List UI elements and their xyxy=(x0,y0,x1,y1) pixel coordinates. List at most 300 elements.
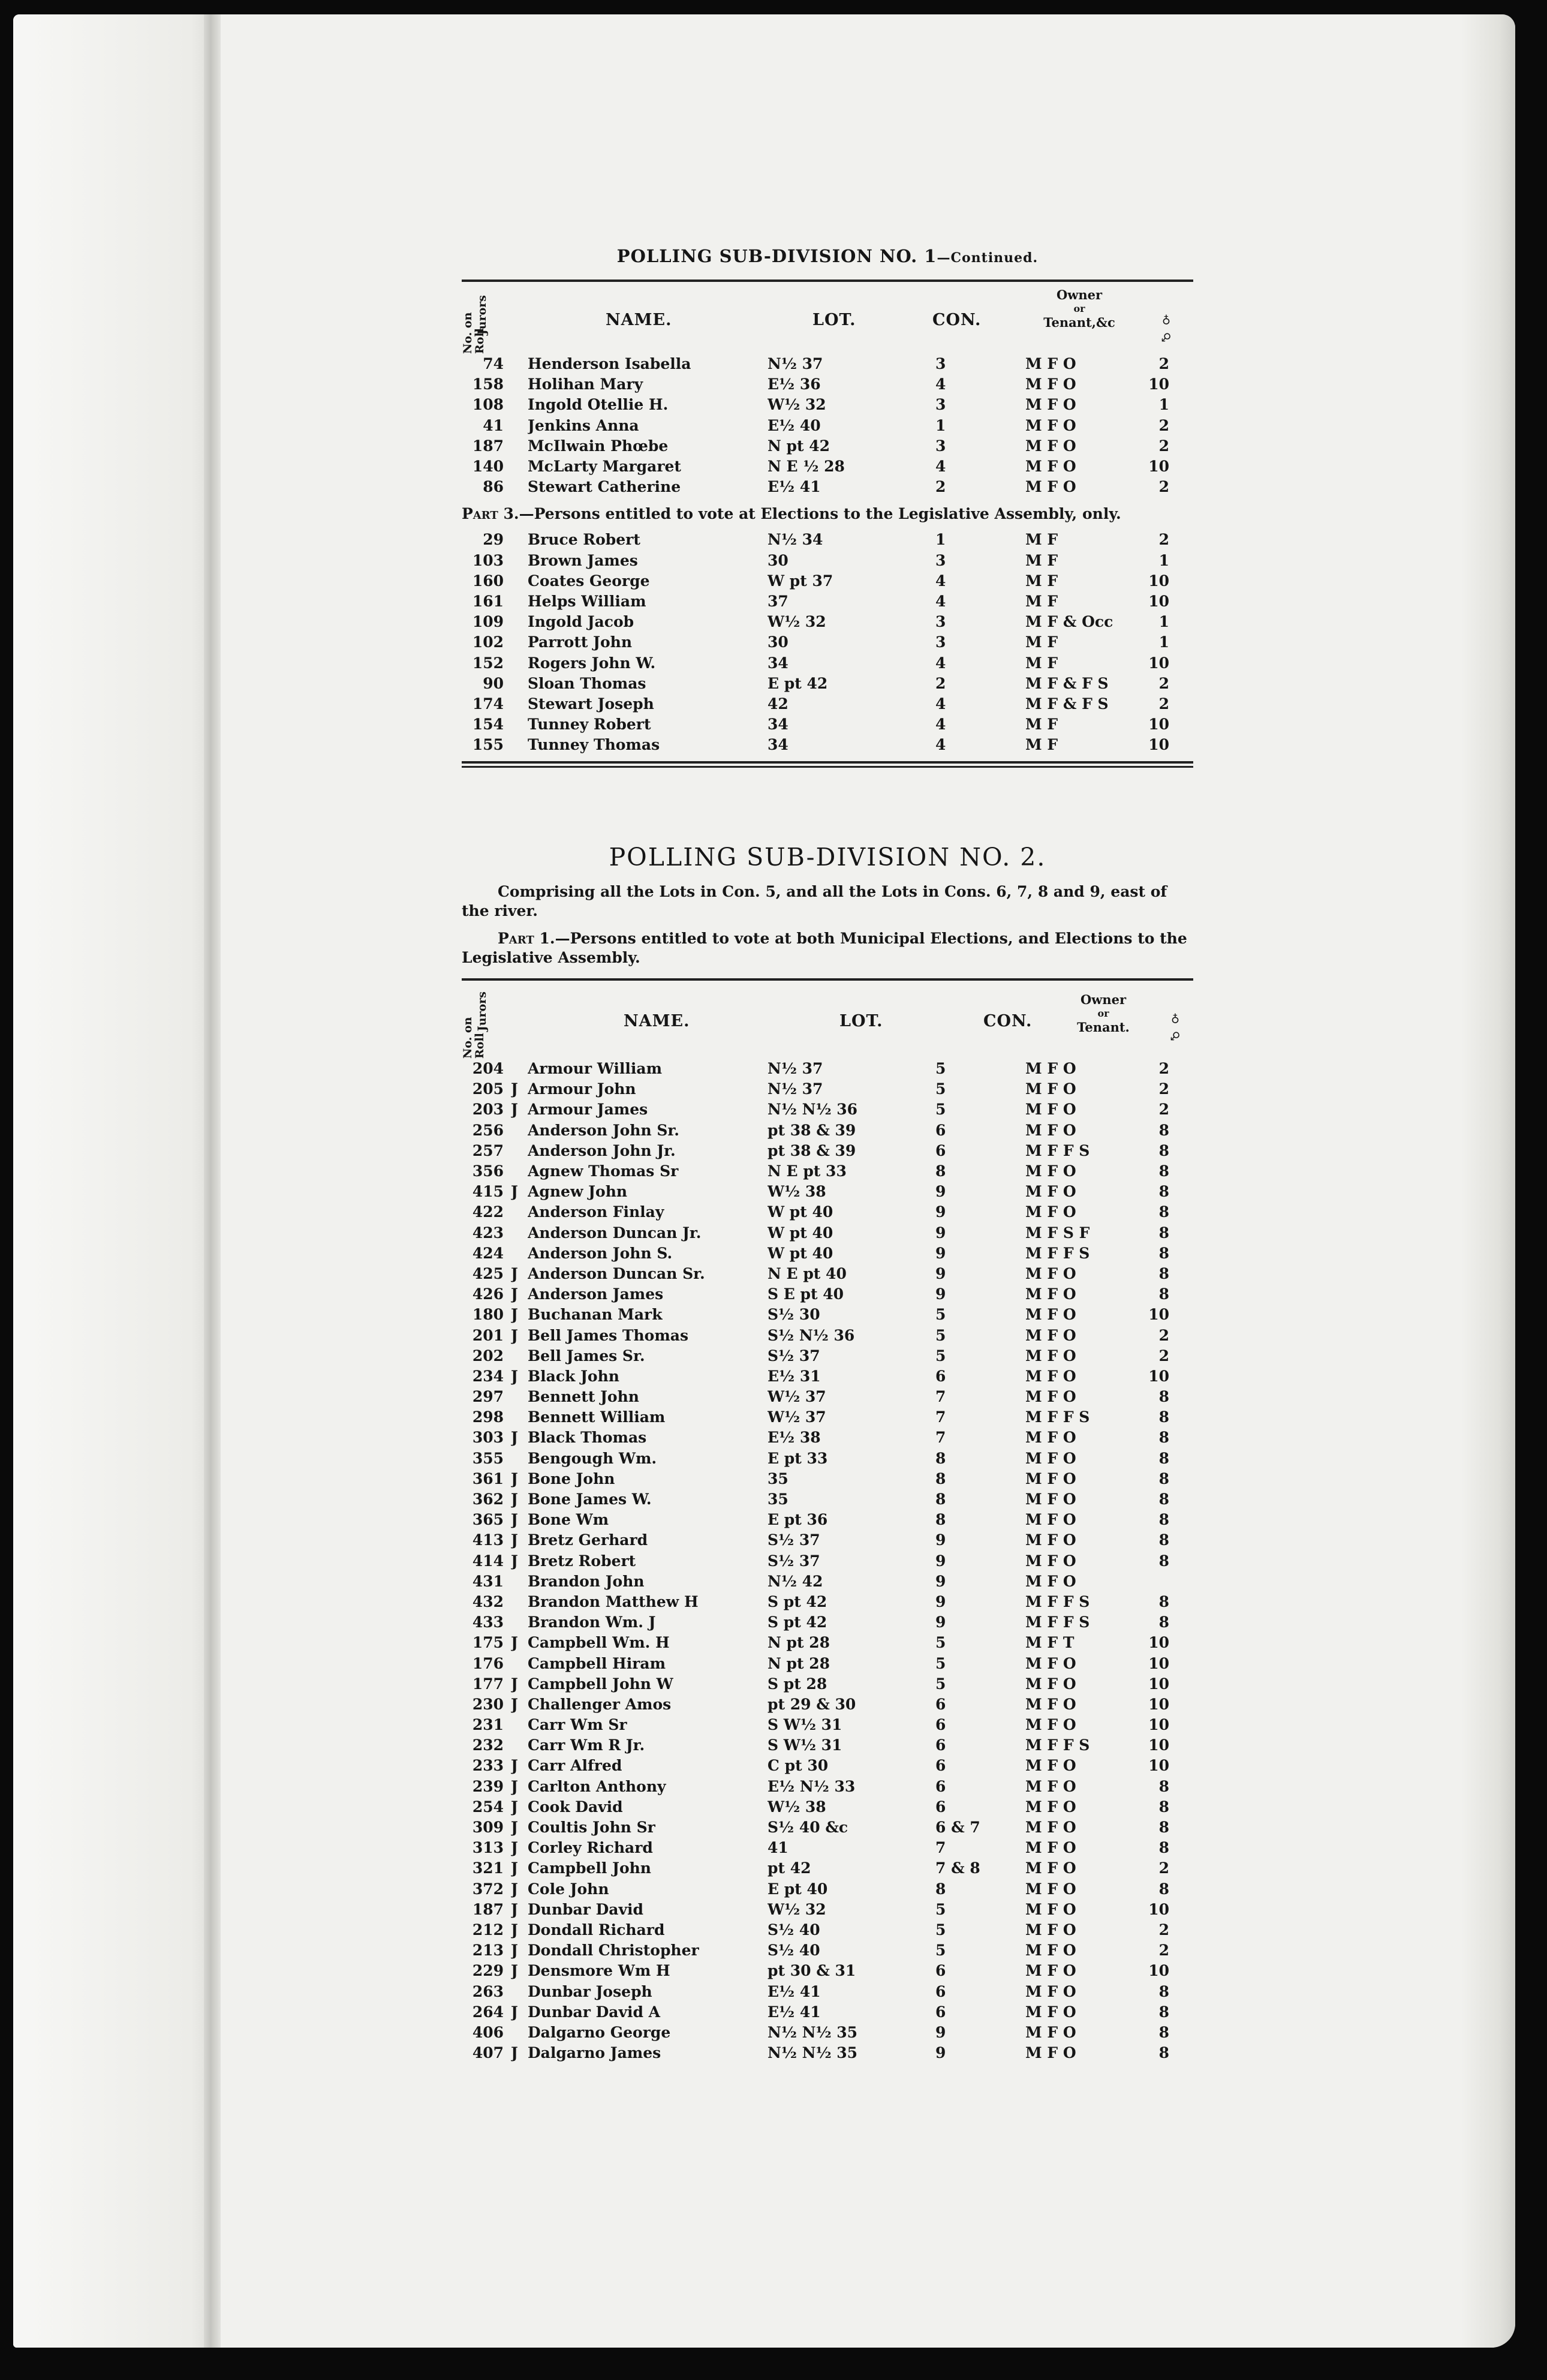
table-row xyxy=(462,2023,1169,2043)
concession-number: 5 xyxy=(935,1634,946,1652)
roll-number: 431 xyxy=(472,1572,504,1590)
table-row xyxy=(462,1449,1169,1469)
roll-number: 234 xyxy=(472,1367,504,1385)
concession-number: 8 xyxy=(935,1449,946,1467)
concession-number: 9 xyxy=(935,1224,946,1242)
lot-number: W½ 32 xyxy=(768,613,826,631)
roll-number: 303 xyxy=(472,1429,504,1447)
concession-number: 3 xyxy=(935,396,946,414)
voter-name: Stewart Catherine xyxy=(528,478,681,496)
page-fold-crease xyxy=(204,14,221,2348)
voter-name: Bengough Wm. xyxy=(528,1449,657,1467)
juror-mark: J xyxy=(511,1675,518,1693)
count-value: 1 xyxy=(1158,551,1169,569)
tenure-code: M F O xyxy=(1025,1962,1076,1980)
roll-number: 415 xyxy=(472,1183,504,1201)
roll-number: 180 xyxy=(472,1306,504,1324)
count-value: 8 xyxy=(1158,1162,1169,1180)
table-row xyxy=(462,1346,1169,1366)
juror-mark xyxy=(511,1141,528,1161)
concession-number: 2 xyxy=(935,478,946,496)
count-value: 8 xyxy=(1158,2003,1169,2021)
lot-number: W pt 40 xyxy=(768,1224,833,1242)
voter-name: Carr Wm Sr xyxy=(528,1716,627,1734)
lot-number: N½ N½ 36 xyxy=(768,1101,858,1119)
concession-number: 5 xyxy=(935,1347,946,1365)
tenure-code: M F F S xyxy=(1025,1613,1090,1631)
table-row xyxy=(462,1777,1169,1797)
roll-number: 177 xyxy=(472,1675,504,1693)
voter-name: Densmore Wm H xyxy=(528,1962,670,1980)
voter-name: Sloan Thomas xyxy=(528,674,646,692)
concession-number: 9 xyxy=(935,2023,946,2041)
concession-number: 5 xyxy=(935,1900,946,1918)
section-2 xyxy=(462,843,1193,2063)
juror-mark: J xyxy=(511,1080,518,1098)
count-value: 2 xyxy=(1158,695,1169,713)
table-row xyxy=(462,1387,1169,1407)
lot-number: E½ 40 xyxy=(768,416,821,434)
tenure-code: M F O xyxy=(1025,1470,1076,1488)
concession-number: 4 xyxy=(935,695,946,713)
juror-mark xyxy=(511,530,528,550)
table-row xyxy=(462,653,1169,673)
roll-number: 263 xyxy=(472,1982,504,2000)
tenure-code: M F O xyxy=(1025,1203,1076,1221)
table-row xyxy=(462,1756,1169,1776)
table-row xyxy=(462,1633,1169,1653)
count-value xyxy=(1139,1571,1169,1592)
juror-mark: J xyxy=(511,1367,518,1385)
voter-name: Tunney Robert xyxy=(528,716,651,734)
concession-number: 3 xyxy=(935,613,946,631)
lot-number: 42 xyxy=(768,695,788,713)
roll-number: 257 xyxy=(472,1141,504,1159)
voter-name: Ingold Otellie H. xyxy=(528,396,669,414)
juror-mark: J xyxy=(511,1962,518,1980)
lot-number: S½ 37 xyxy=(768,1552,820,1570)
col-sex-header: ♂ ♀ xyxy=(1169,1012,1182,1042)
roll-number: 424 xyxy=(472,1244,504,1262)
count-value: 8 xyxy=(1158,1141,1169,1159)
concession-number: 9 xyxy=(935,1552,946,1570)
lot-number: S W½ 31 xyxy=(768,1736,842,1754)
concession-number: 4 xyxy=(935,736,946,754)
table-row xyxy=(462,1571,1169,1592)
table-row xyxy=(462,1366,1169,1387)
table-row xyxy=(462,1592,1169,1612)
concession-number: 6 xyxy=(935,1757,946,1775)
juror-mark: J xyxy=(511,1859,518,1877)
tenure-code: M F O xyxy=(1025,1859,1076,1877)
table-row xyxy=(462,1182,1169,1202)
concession-number: 9 xyxy=(935,1592,946,1610)
count-value: 10 xyxy=(1148,458,1169,476)
roll-number: 90 xyxy=(483,674,504,692)
concession-number: 5 xyxy=(935,1060,946,1078)
concession-number: 6 xyxy=(935,1798,946,1816)
lot-number: E½ 38 xyxy=(768,1429,821,1447)
tenure-code: M F O xyxy=(1025,1942,1076,1960)
tenure-code: M F O xyxy=(1025,2044,1076,2062)
lot-number: E½ 31 xyxy=(768,1367,821,1385)
lot-number: E pt 33 xyxy=(768,1449,828,1467)
table-row xyxy=(462,1551,1169,1571)
table-row xyxy=(462,1099,1169,1120)
count-value: 8 xyxy=(1158,1839,1169,1857)
table-row xyxy=(462,1981,1169,2002)
tenure-code: M F O xyxy=(1025,1080,1076,1098)
tenure-code: M F O xyxy=(1025,1121,1076,1139)
count-value: 8 xyxy=(1158,1244,1169,1262)
table-row xyxy=(462,1715,1169,1735)
juror-mark xyxy=(511,653,528,673)
tenure-code: M F O xyxy=(1025,1060,1076,1078)
table-row xyxy=(462,694,1169,714)
concession-number: 8 xyxy=(935,1880,946,1898)
table-row xyxy=(462,1838,1169,1858)
table-row xyxy=(462,456,1169,477)
juror-mark xyxy=(511,354,528,374)
roll-number: 414 xyxy=(472,1552,504,1570)
lot-number: N½ 42 xyxy=(768,1572,823,1590)
tenure-code: M F O xyxy=(1025,396,1076,414)
tenure-code: M F O xyxy=(1025,1162,1076,1180)
voter-name: Bell James Thomas xyxy=(528,1326,689,1344)
count-value: 10 xyxy=(1148,1634,1169,1652)
count-value: 8 xyxy=(1158,1613,1169,1631)
count-value: 10 xyxy=(1148,592,1169,610)
lot-number: N E pt 40 xyxy=(768,1264,847,1282)
page-left-margin xyxy=(13,14,211,2348)
table-row xyxy=(462,571,1169,591)
table-row xyxy=(462,2043,1169,2063)
concession-number: 3 xyxy=(935,633,946,651)
count-value: 10 xyxy=(1148,654,1169,672)
concession-number: 6 & 7 xyxy=(935,1819,980,1837)
col-lot-header: LOT. xyxy=(812,311,856,329)
roll-number: 229 xyxy=(472,1962,504,1980)
table-row xyxy=(462,1059,1169,1079)
roll-number: 406 xyxy=(472,2023,504,2041)
roll-number: 103 xyxy=(472,551,504,569)
count-value: 1 xyxy=(1158,396,1169,414)
lot-number: S E pt 40 xyxy=(768,1285,844,1303)
col-name-header: NAME. xyxy=(606,311,672,329)
count-value: 1 xyxy=(1158,633,1169,651)
count-value: 2 xyxy=(1158,1347,1169,1365)
juror-mark: J xyxy=(511,1798,518,1816)
tenure-code: M F O xyxy=(1025,375,1076,393)
voter-name: Dunbar David xyxy=(528,1900,643,1918)
tenure-code: M F O xyxy=(1025,1839,1076,1857)
voter-name: Bell James Sr. xyxy=(528,1347,645,1365)
lot-number: S½ 40 xyxy=(768,1942,820,1960)
concession-number: 3 xyxy=(935,355,946,373)
lot-number: W½ 38 xyxy=(768,1798,826,1816)
lot-number: 37 xyxy=(768,592,788,610)
voter-name: Bone James W. xyxy=(528,1490,652,1508)
table-row xyxy=(462,1120,1169,1141)
tenure-code: M F O xyxy=(1025,437,1076,455)
lot-number: 30 xyxy=(768,633,788,651)
tenure-code: M F O xyxy=(1025,1490,1076,1508)
tenure-code: M F O xyxy=(1025,1552,1076,1570)
tenure-code: M F O xyxy=(1025,1306,1076,1324)
roll-number: 109 xyxy=(472,613,504,631)
voter-name: McIlwain Phœbe xyxy=(528,437,669,455)
concession-number: 6 xyxy=(935,1982,946,2000)
count-value: 8 xyxy=(1158,1408,1169,1426)
table-row xyxy=(462,551,1169,571)
juror-mark: J xyxy=(511,2003,518,2021)
voter-name: Cook David xyxy=(528,1798,623,1816)
juror-mark xyxy=(511,416,528,436)
count-value: 8 xyxy=(1158,1798,1169,1816)
count-value: 10 xyxy=(1148,375,1169,393)
roll-number: 231 xyxy=(472,1716,504,1734)
lot-number: S½ 37 xyxy=(768,1531,820,1549)
count-value: 8 xyxy=(1158,1285,1169,1303)
concession-number: 8 xyxy=(935,1511,946,1529)
tenure-code: M F O xyxy=(1025,1798,1076,1816)
tenure-code: M F O xyxy=(1025,1880,1076,1898)
col-lot-header: LOT. xyxy=(839,1012,883,1030)
roll-number: 187 xyxy=(472,437,504,455)
tenure-code: M F O xyxy=(1025,1429,1076,1447)
count-value: 10 xyxy=(1148,1695,1169,1713)
tenure-code: M F O xyxy=(1025,416,1076,434)
tenure-code: M F O xyxy=(1025,1819,1076,1837)
lot-number: S½ 40 xyxy=(768,1921,820,1939)
lot-number: E pt 36 xyxy=(768,1511,828,1529)
roll-number: 372 xyxy=(472,1880,504,1898)
lot-number: W½ 32 xyxy=(768,1900,826,1918)
roll-number: 213 xyxy=(472,1942,504,1960)
roll-number: 264 xyxy=(472,2003,504,2021)
col-con-header: CON. xyxy=(983,1012,1033,1030)
voter-name: Cole John xyxy=(528,1880,609,1898)
concession-number: 7 xyxy=(935,1388,946,1406)
roll-number: 365 xyxy=(472,1511,504,1529)
table-row xyxy=(462,1223,1169,1243)
count-value: 10 xyxy=(1148,1736,1169,1754)
count-value: 2 xyxy=(1158,531,1169,549)
tenure-code: M F O xyxy=(1025,1921,1076,1939)
tenure-code: M F F S xyxy=(1025,1592,1090,1610)
table-row xyxy=(462,1202,1169,1222)
lot-number: S½ 37 xyxy=(768,1347,820,1365)
voter-name: Parrott John xyxy=(528,633,632,651)
voter-name: Coultis John Sr xyxy=(528,1819,655,1837)
table-row xyxy=(462,1961,1169,1981)
juror-mark: J xyxy=(511,1470,518,1488)
lot-number: N½ N½ 35 xyxy=(768,2023,858,2041)
table-row xyxy=(462,1879,1169,1900)
juror-mark: J xyxy=(511,1511,518,1529)
section-2-title: POLLING SUB-DIVISION NO. 2. xyxy=(609,843,1046,872)
juror-mark: J xyxy=(511,1634,518,1652)
roll-number: 161 xyxy=(472,592,504,610)
voter-name: Brandon John xyxy=(528,1572,645,1590)
concession-number: 7 xyxy=(935,1839,946,1857)
concession-number: 3 xyxy=(935,551,946,569)
count-value: 8 xyxy=(1158,1880,1169,1898)
lot-number: 35 xyxy=(768,1490,788,1508)
tenure-code: M F xyxy=(1025,633,1058,651)
lot-number: 35 xyxy=(768,1470,788,1488)
voter-name: Campbell Hiram xyxy=(528,1654,666,1672)
tenure-code: M F O xyxy=(1025,1388,1076,1406)
voter-name: Dunbar Joseph xyxy=(528,1982,652,2000)
concession-number: 5 xyxy=(935,1675,946,1693)
table-row xyxy=(462,1469,1169,1489)
concession-number: 6 xyxy=(935,2003,946,2021)
voter-name: Brown James xyxy=(528,551,638,569)
voter-name: Rogers John W. xyxy=(528,654,656,672)
concession-number: 6 xyxy=(935,1716,946,1734)
voter-name: Dunbar David A xyxy=(528,2003,661,2021)
lot-number: pt 30 & 31 xyxy=(768,1962,856,1980)
roll-number: 202 xyxy=(472,1347,504,1365)
juror-mark: J xyxy=(511,1819,518,1837)
tenure-code: M F xyxy=(1025,531,1058,549)
concession-number: 5 xyxy=(935,1921,946,1939)
juror-mark xyxy=(511,456,528,477)
voter-name: Brandon Matthew H xyxy=(528,1592,699,1610)
concession-number: 7 xyxy=(935,1408,946,1426)
concession-number: 7 xyxy=(935,1429,946,1447)
lot-number: N½ 34 xyxy=(768,531,823,549)
count-value: 2 xyxy=(1158,478,1169,496)
table-row xyxy=(462,1079,1169,1099)
table-row xyxy=(462,374,1169,395)
table-row xyxy=(462,1243,1169,1264)
col-roll-header: No. on Roll xyxy=(461,312,486,354)
table-row xyxy=(462,632,1169,653)
voter-name: Helps William xyxy=(528,592,646,610)
voter-name: Anderson John Jr. xyxy=(528,1141,676,1159)
count-value: 8 xyxy=(1158,1552,1169,1570)
juror-mark xyxy=(511,1715,528,1735)
juror-mark xyxy=(511,374,528,395)
roll-number: 425 xyxy=(472,1264,504,1282)
roll-number: 355 xyxy=(472,1449,504,1467)
juror-mark: J xyxy=(511,1285,518,1303)
count-value: 10 xyxy=(1148,1900,1169,1918)
voter-name: Anderson Duncan Jr. xyxy=(528,1224,702,1242)
lot-number: N pt 42 xyxy=(768,437,830,455)
voter-name: Anderson James xyxy=(528,1285,664,1303)
roll-number: 158 xyxy=(472,375,504,393)
lot-number: S½ 30 xyxy=(768,1306,820,1324)
juror-mark: J xyxy=(511,1777,518,1795)
juror-mark xyxy=(511,477,528,497)
concession-number: 4 xyxy=(935,375,946,393)
roll-number: 29 xyxy=(483,531,504,549)
roll-number: 102 xyxy=(472,633,504,651)
table-row xyxy=(462,530,1169,550)
roll-number: 152 xyxy=(472,654,504,672)
roll-number: 140 xyxy=(472,458,504,476)
tenure-code: M F S F xyxy=(1025,1224,1090,1242)
tenure-code: M F xyxy=(1025,592,1058,610)
voter-name: Campbell Wm. H xyxy=(528,1634,670,1652)
count-value: 10 xyxy=(1148,716,1169,734)
juror-mark xyxy=(511,674,528,694)
roll-number: 423 xyxy=(472,1224,504,1242)
tenure-code: M F O xyxy=(1025,1531,1076,1549)
lot-number: W pt 40 xyxy=(768,1203,833,1221)
concession-number: 6 xyxy=(935,1367,946,1385)
concession-number: 6 xyxy=(935,1962,946,1980)
concession-number: 6 xyxy=(935,1777,946,1795)
lot-number: N½ 37 xyxy=(768,355,823,373)
juror-mark: J xyxy=(511,1326,518,1344)
concession-number: 8 xyxy=(935,1490,946,1508)
voter-name: Campbell John xyxy=(528,1859,651,1877)
voter-name: Carr Alfred xyxy=(528,1757,622,1775)
roll-number: 174 xyxy=(472,695,504,713)
juror-mark xyxy=(511,1387,528,1407)
lot-number: C pt 30 xyxy=(768,1757,829,1775)
roll-number: 203 xyxy=(472,1101,504,1119)
roll-number: 356 xyxy=(472,1162,504,1180)
concession-number: 6 xyxy=(935,1121,946,1139)
roll-number: 433 xyxy=(472,1613,504,1631)
voter-name: Anderson John S. xyxy=(528,1244,673,1262)
juror-mark xyxy=(511,1612,528,1633)
juror-mark xyxy=(511,1592,528,1612)
section-2-description: Comprising all the Lots in Con. 5, and all the Lots in Cons. 6, 7, 8 and 9, east of the river. xyxy=(462,883,1167,919)
count-value: 10 xyxy=(1148,1757,1169,1775)
count-value: 10 xyxy=(1148,1675,1169,1693)
count-value: 2 xyxy=(1158,1859,1169,1877)
section-end-rule-2 xyxy=(462,766,1193,768)
count-value: 8 xyxy=(1158,1449,1169,1467)
voter-name: Ingold Jacob xyxy=(528,613,634,631)
table-row xyxy=(462,416,1169,436)
count-value: 8 xyxy=(1158,1224,1169,1242)
juror-mark xyxy=(511,1735,528,1756)
lot-number: S½ N½ 36 xyxy=(768,1326,855,1344)
section-end-rule xyxy=(462,761,1193,764)
count-value: 8 xyxy=(1158,2044,1169,2062)
table-row xyxy=(462,1920,1169,1940)
table-row xyxy=(462,1284,1169,1305)
concession-number: 9 xyxy=(935,1203,946,1221)
juror-mark xyxy=(511,551,528,571)
part-1-heading: Part 1.—Persons entitled to vote at both Municipal Elections, and Elections to the Legislative Assembly. xyxy=(462,930,1187,966)
col-jurors-header: Jurors xyxy=(475,991,489,1032)
concession-number: 8 xyxy=(935,1470,946,1488)
count-value: 2 xyxy=(1158,437,1169,455)
voter-name: Challenger Amos xyxy=(528,1695,672,1713)
count-value: 8 xyxy=(1158,1429,1169,1447)
juror-mark xyxy=(511,571,528,591)
table-row xyxy=(462,477,1169,497)
tenure-code: M F O xyxy=(1025,1982,1076,2000)
table-row xyxy=(462,1141,1169,1161)
roll-number: 297 xyxy=(472,1388,504,1406)
table-row xyxy=(462,354,1169,374)
table-row xyxy=(462,2002,1169,2023)
table-row xyxy=(462,1325,1169,1345)
juror-mark xyxy=(511,1059,528,1079)
lot-number: W½ 37 xyxy=(768,1388,826,1406)
lot-number: E½ 41 xyxy=(768,1982,821,2000)
roll-number: 413 xyxy=(472,1531,504,1549)
